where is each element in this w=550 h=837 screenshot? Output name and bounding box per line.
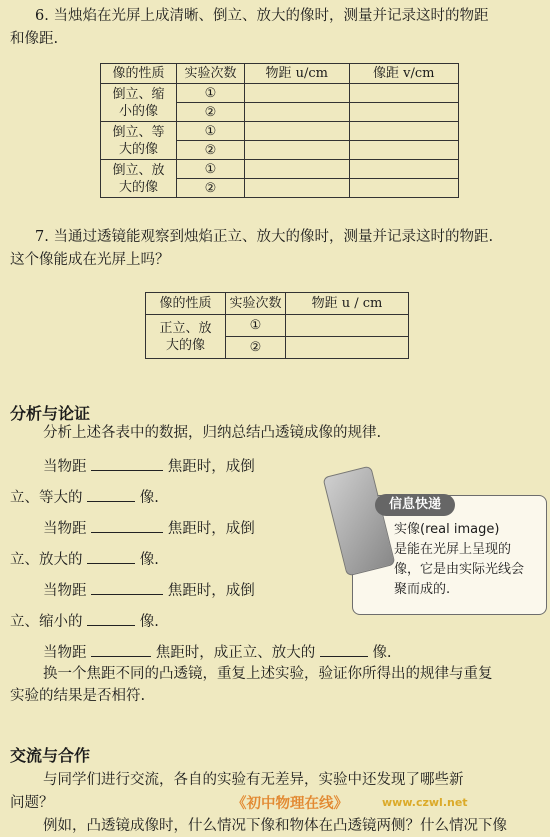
header-trial-count: 实验次数: [177, 64, 245, 84]
trial-cell: ①: [177, 84, 245, 103]
header-trial-count: 实验次数: [225, 293, 285, 315]
object-distance-cell[interactable]: [244, 84, 349, 103]
rule-line-2: 立、等大的 像.: [10, 487, 159, 508]
watermark-url: www.czwl.net: [382, 796, 468, 809]
image-distance-cell[interactable]: [349, 179, 458, 198]
exchange-line-3: 例如，凸透镜成像时，什么情况下像和物体在凸透镜两侧？什么情况下像: [43, 818, 507, 834]
image-nature-cell: 倒立、放 大的像: [101, 160, 177, 198]
image-distance-cell[interactable]: [349, 103, 458, 122]
answer-blank[interactable]: [91, 642, 151, 657]
info-box-text: [394, 520, 540, 600]
object-distance-cell[interactable]: [244, 141, 349, 160]
watermark-text: 《初中物理在线》: [232, 796, 348, 812]
analysis-repeat-line-2: 实验的结果是否相符.: [10, 688, 146, 704]
image-nature-cell: 正立、放 大的像: [146, 315, 226, 359]
q7-line1: 7. 当通过透镜能观察到烛焰正立、放大的像时，测量并记录这时的物距.: [35, 229, 494, 245]
header-object-distance: 物距 u / cm: [286, 293, 409, 315]
rule-line-7: 当物距 焦距时，成正立、放大的 像.: [43, 642, 392, 663]
rule-line-3: 当物距 焦距时，成倒: [43, 518, 255, 539]
object-distance-cell[interactable]: [244, 160, 349, 179]
trial-cell: ①: [225, 315, 285, 337]
object-distance-cell[interactable]: [244, 179, 349, 198]
header-object-distance: 物距 u/cm: [244, 64, 349, 84]
section-heading-exchange: 交流与合作: [10, 746, 91, 765]
answer-blank[interactable]: [87, 549, 135, 564]
trial-cell: ②: [225, 337, 285, 359]
answer-blank[interactable]: [87, 487, 135, 502]
trial-cell: ①: [177, 160, 245, 179]
q6-line1: 6. 当烛焰在光屏上成清晰、倒立、放大的像时，测量并记录这时的物距: [35, 8, 489, 24]
exchange-line-2: 问题？: [10, 795, 54, 811]
info-line: 实像(real image): [394, 522, 500, 537]
trial-cell: ②: [177, 103, 245, 122]
info-line: 聚而成的.: [394, 582, 451, 597]
object-distance-cell[interactable]: [244, 122, 349, 141]
trial-cell: ①: [177, 122, 245, 141]
info-line: 像，它是由实际光线会: [394, 562, 525, 577]
answer-blank[interactable]: [91, 580, 163, 595]
image-nature-cell: 倒立、等 大的像: [101, 122, 177, 160]
table-image-properties-inverted: [100, 63, 459, 198]
exchange-line-1: 与同学们进行交流，各自的实验有无差异，实验中还发现了哪些新: [43, 772, 464, 788]
header-image-nature: 像的性质: [101, 64, 177, 84]
answer-blank[interactable]: [91, 456, 163, 471]
trial-cell: ②: [177, 141, 245, 160]
analysis-intro: 分析上述各表中的数据，归纳总结凸透镜成像的规律.: [43, 425, 382, 441]
phone-icon: [322, 465, 395, 576]
answer-blank[interactable]: [91, 518, 163, 533]
section-heading-analysis: 分析与论证: [10, 404, 91, 423]
info-line: 是能在光屏上呈现的: [394, 542, 512, 557]
image-nature-cell: 倒立、缩 小的像: [101, 84, 177, 122]
answer-blank[interactable]: [87, 611, 135, 626]
image-distance-cell[interactable]: [349, 84, 458, 103]
rule-line-6: 立、缩小的 像.: [10, 611, 159, 632]
object-distance-cell[interactable]: [286, 315, 409, 337]
header-image-distance: 像距 v/cm: [349, 64, 458, 84]
trial-cell: ②: [177, 179, 245, 198]
table-image-properties-upright: [145, 292, 409, 359]
image-distance-cell[interactable]: [349, 160, 458, 179]
q6-line2: 和像距.: [10, 31, 59, 47]
image-distance-cell[interactable]: [349, 141, 458, 160]
rule-line-5: 当物距 焦距时，成倒: [43, 580, 255, 601]
header-image-nature: 像的性质: [146, 293, 226, 315]
rule-line-1: 当物距 焦距时，成倒: [43, 456, 255, 477]
object-distance-cell[interactable]: [244, 103, 349, 122]
q7-line2: 这个像能成在光屏上吗？: [10, 252, 170, 268]
rule-line-4: 立、放大的 像.: [10, 549, 159, 570]
analysis-repeat-line-1: 换一个焦距不同的凸透镜，重复上述实验，验证你所得出的规律与重复: [43, 666, 493, 682]
object-distance-cell[interactable]: [286, 337, 409, 359]
answer-blank[interactable]: [320, 642, 368, 657]
image-distance-cell[interactable]: [349, 122, 458, 141]
info-box-title: 信息快递: [375, 494, 455, 516]
